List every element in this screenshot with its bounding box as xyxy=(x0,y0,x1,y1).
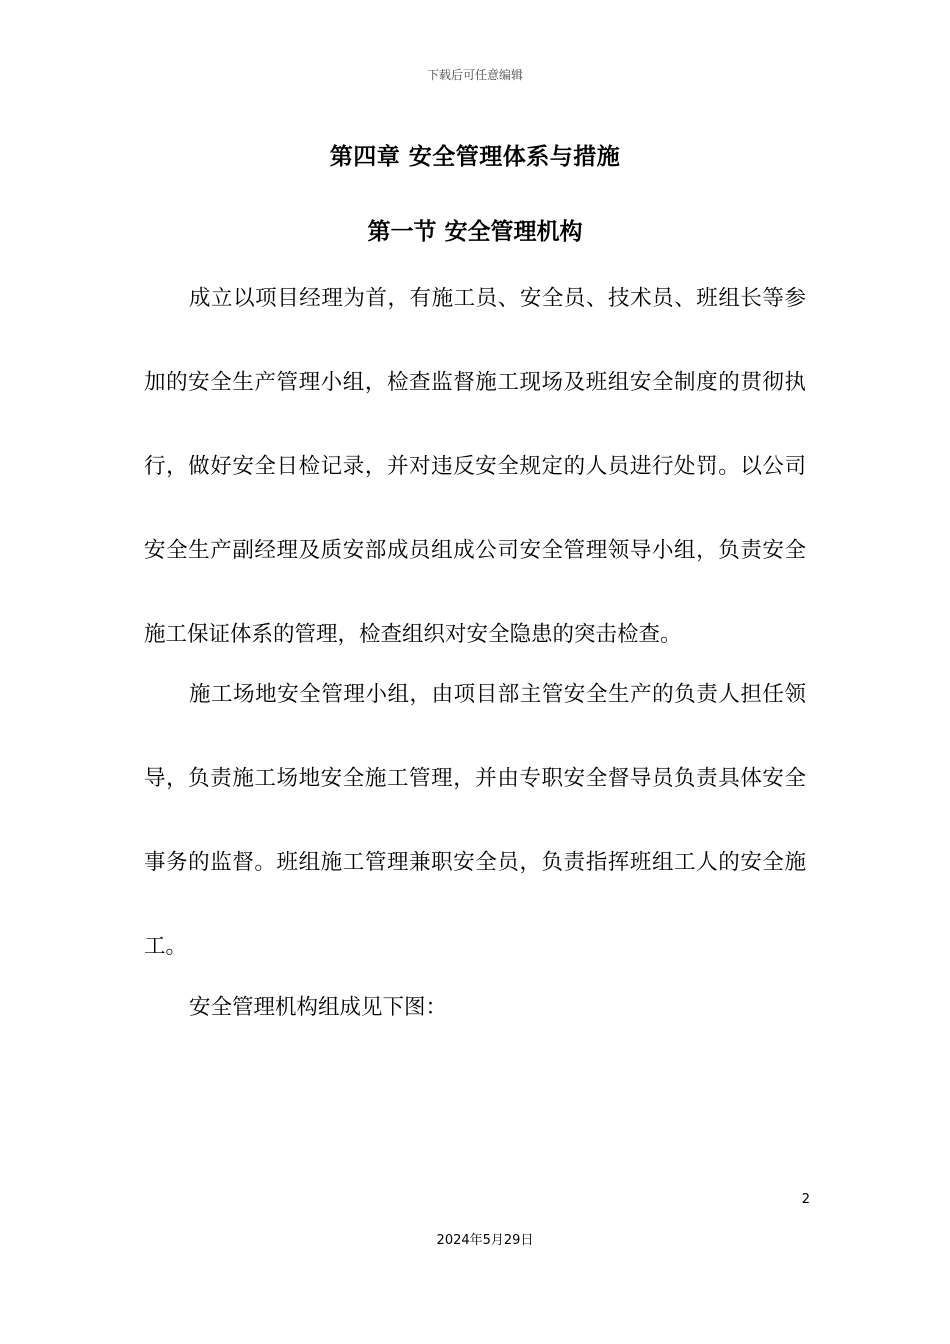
header-note: 下载后可任意编辑 xyxy=(426,68,523,82)
body-paragraph-site-management: 施工场地安全管理小组，由项目部主管安全生产的负责人担任领导，负责施工场地安全施工管理，并由专职安全督导员负责具体安全事务的监督。班组施工管理兼职安全员，负责指挥班组工人的安全施工。 xyxy=(144,682,806,959)
chapter-title: 第四章 安全管理体系与措施 xyxy=(329,144,621,170)
page-number: 2 xyxy=(801,1192,810,1207)
body-paragraph-diagram-intro: 安全管理机构组成见下图： xyxy=(189,995,448,1020)
body-paragraph-organization: 成立以项目经理为首，有施工员、安全员、技术员、班组长等参加的安全生产管理小组，检查监督施工现场及班组安全制度的贯彻执行，做好安全日检记录，并对违反安全规定的人员进行处罚。以公司安全生产副经理及质安部成员组成公司安全管理领导小组，负责安全施工保证体系的管理，检查组织对安全隐患的突击检查。 xyxy=(144,286,806,647)
section-title: 第一节 安全管理机构 xyxy=(367,219,583,245)
footer-date: 2024年5月29日 xyxy=(436,1233,534,1248)
